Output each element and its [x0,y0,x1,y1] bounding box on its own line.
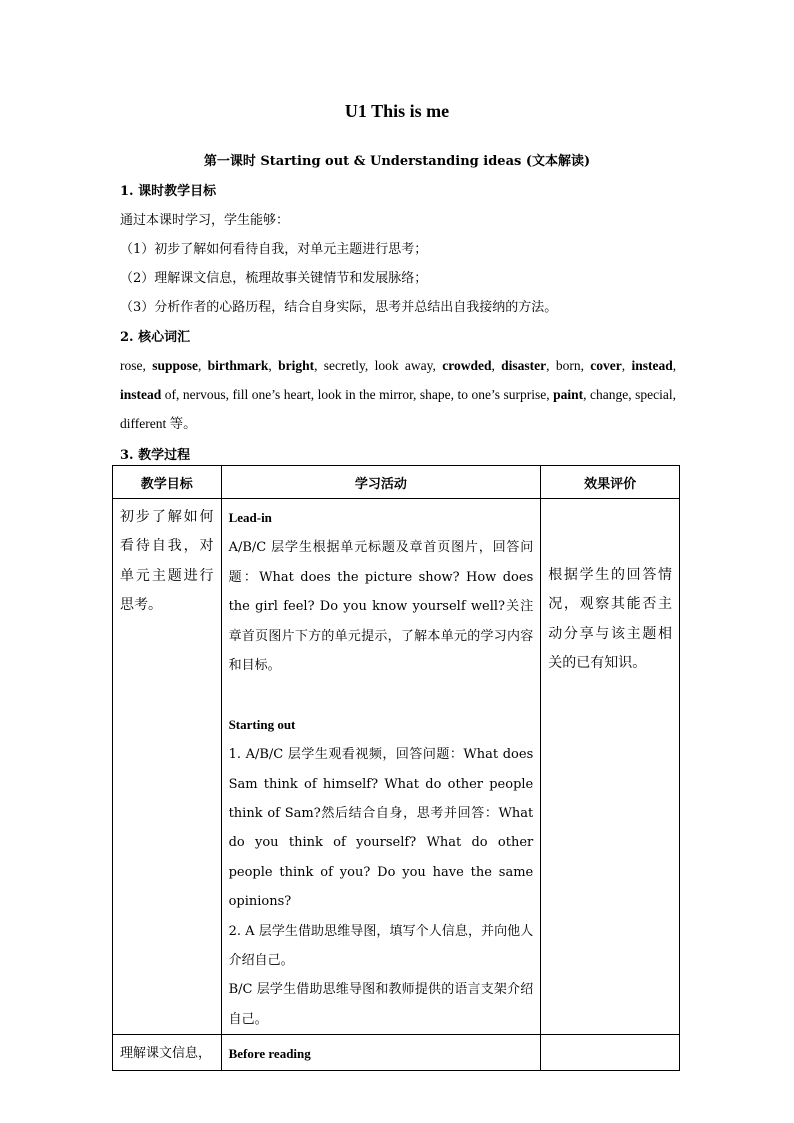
evaluation-cell [541,499,680,1035]
vocab-item: change [590,387,629,402]
vocab-item: special [635,387,673,402]
vocab-item: born [555,358,581,373]
leadin-text: A/B/C 层学生根据单元标题及章首页图片，回答问题：What does the picture show? How does the girl feel? Do you know yourself well?关注章首页图片下方的单元提示，了解本单元的学习内容和目标。 [228,540,534,674]
goal-cell-text: 初步了解如何看待自我，对单元主题进行思考。 [120,509,214,614]
vocab-item: suppose [152,358,198,373]
vocab-item: different [120,416,167,431]
vocab-item: paint [553,387,584,402]
goal-item-1: （1）初步了解如何看待自我，对单元主题进行思考； [120,242,428,257]
vocab-item: look away [374,358,433,373]
goal-item-2: （2）理解课文信息，梳理故事关键情节和发展脉络； [120,271,428,286]
leadin-title: Lead-in [228,510,272,525]
table-row [113,1035,680,1070]
table-row [113,499,680,1035]
vocab-item: crowded [442,358,492,373]
goals-intro: 通过本课时学习，学生能够： [120,213,290,228]
teaching-process-table [112,465,680,1071]
evaluation-text-2 [541,1035,679,1039]
document-title: U1 This is me [344,101,450,121]
activity-content-2 [222,1035,541,1069]
vocab-item: bright [278,358,315,373]
goal-cell-text-2: 理解课文信息， [120,1046,212,1062]
column-header-activity: 学习活动 [221,466,541,499]
section-heading-process: 3. 教学过程 [120,448,191,463]
vocab-item: rose [120,358,143,373]
section-heading-vocab: 2. 核心词汇 [120,330,191,345]
vocab-item: birthmark [207,358,269,373]
section-heading-goals: 1. 课时教学目标 [120,184,217,199]
starting-title: Starting out [228,716,296,732]
evaluation-cell [541,1035,680,1070]
vocab-item: instead [120,387,162,402]
table-header-row [113,466,680,499]
core-vocabulary: rose, suppose, birthmark, bright, secretly, look away, crowded, disaster, born, cover, instead, instead of, nervous, fill one’s heart, look in the mirror, shape, to one’s surprise, paint, change, special, different 等。 [120,358,677,431]
goal-cell [113,1035,222,1070]
before-reading-title: Before reading [228,1046,311,1062]
vocab-item: fill one’s heart [232,387,311,402]
vocab-item: look in the mirror [317,387,414,402]
starting-text-3: B/C 层学生借助思维导图和教师提供的语言支架介绍自己。 [228,982,534,1027]
column-header-evaluation: 效果评价 [541,466,680,499]
activity-content [222,499,541,1034]
evaluation-text: 根据学生的回答情况，观察其能否主动分享与该主题相关的已有知识。 [548,567,672,672]
lesson-subtitle: 第一课时 Starting out & Understanding ideas (文本解读) [203,154,591,169]
activity-cell [221,1035,541,1070]
vocab-item: to one’s surprise [457,387,547,402]
vocab-item: shape [419,387,451,402]
goal-item-3: （3）分析作者的心路历程，结合自身实际，思考并总结出自我接纳的方法。 [120,300,558,315]
starting-text-1: 1. A/B/C 层学生观看视频，回答问题：What does Sam think of himself? What do other people think of Sam?然后结合自身，思考并回答：What do you think of yourself? What do other people think of you? Do you have the same opinions? [228,747,534,910]
vocab-item: disaster [501,358,547,373]
vocab-item: nervous [182,387,226,402]
vocab-item: instead [631,358,673,373]
starting-text-2: 2. A 层学生借助思维导图，填写个人信息，并向他人介绍自己。 [228,923,534,969]
vocab-item: secretly [323,358,365,373]
activity-cell [221,499,541,1035]
goal-cell [113,499,222,1035]
column-header-goal: 教学目标 [113,466,222,499]
vocab-item: cover [590,358,622,373]
